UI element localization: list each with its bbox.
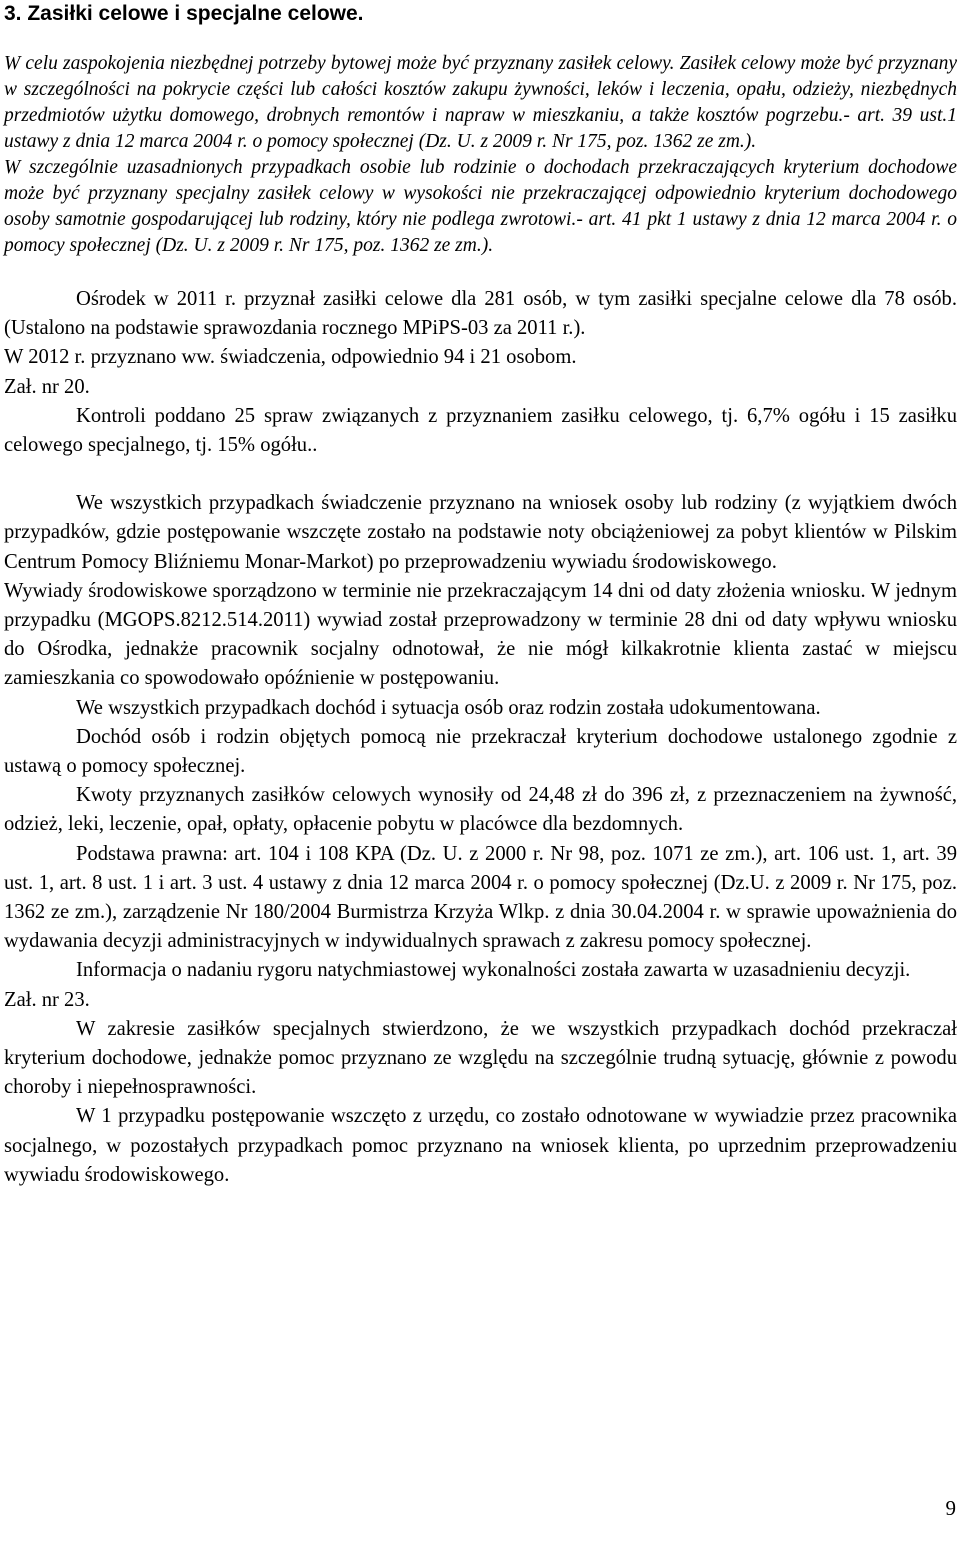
documentation-paragraph: We wszystkich przypadkach dochód i sytuacja osób oraz rodzin została udokumentowana. <box>76 696 821 719</box>
section-title: 3. Zasiłki celowe i specjalne celowe. <box>4 2 364 25</box>
income-criterion-paragraph: Dochód osób i rodzin objętych pomocą nie przekraczał kryterium dochodowe ustalonego zgodnie z ustawą o pomocy społecznej. <box>4 725 957 778</box>
enforceability-paragraph: Informacja o nadaniu rygoru natychmiastowej wykonalności została zawarta w uzasadnieniu decyzji. <box>76 959 911 982</box>
legal-definition-paragraph-2: W szczególnie uzasadnionych przypadkach osobie lub rodzinie o dochodach przekraczających kryterium dochodowe może być przyznany specjalny zasiłek celowy w wysokości nie przekraczającej odpowiednio kryterium dochodowego osoby samotnie gospodarującej lub rodziny, który nie podlega zwrotowi.- art. 41 pkt 1 ustawy z dnia 12 marca 2004 r. o pomocy społecznej (Dz. U. z 2009 r. Nr 175, poz. 1362 ze zm.). <box>4 157 957 256</box>
legal-definition-paragraph-1: W celu zaspokojenia niezbędnej potrzeby bytowej może być przyznany zasiłek celowy. Zasiłek celowy może być przyznany w szczególności na pokrycie części lub całości kosztów zakupu żywności, leków i leczenia, opału, odzieży, niezbędnych przedmiotów użytku domowego, drobnych remontów i napraw w mieszkaniu, a także kosztów pogrzebu.- art. 39 ust.1 ustawy z dnia 12 marca 2004 r. o pomocy społecznej (Dz. U. z 2009 r. Nr 175, poz. 1362 ze zm.). <box>4 53 957 152</box>
document-page <box>4 0 957 1190</box>
attachment-ref-20: Zał. nr 20. <box>4 375 90 398</box>
legal-basis-paragraph: Podstawa prawna: art. 104 i 108 KPA (Dz. U. z 2000 r. Nr 98, poz. 1071 ze zm.), art. 106 ust. 1, art. 39 ust. 1, art. 8 ust. 1 i art. 3 ust. 4 ustawy z dnia 12 marca 2004 r. o pomocy społecznej (Dz.U. z 2009 r. Nr 175, poz. 1362 ze zm.), zarządzenie Nr 180/2004 Burmistrza Krzyża Wlkp. z dnia 30.04.2004 r. w sprawie upoważnienia do wydawania decyzji administracyjnych w indywidualnych sprawach z zakresu pomocy społecznej. <box>4 842 957 953</box>
statistics-2011-paragraph: Ośrodek w 2011 r. przyznał zasiłki celowe dla 281 osób, w tym zasiłki specjalne celowe dla 78 osób. (Ustalono na podstawie sprawozdania rocznego MPiPS-03 za 2011 r.). <box>4 288 957 340</box>
page-number: 9 <box>945 1496 956 1520</box>
attachment-ref-23: Zał. nr 23. <box>4 988 90 1011</box>
special-allowances-paragraph: W zakresie zasiłków specjalnych stwierdzono, że we wszystkich przypadkach dochód przekraczał kryterium dochodowe, jednakże pomoc przyznano ze względu na szczególnie trudną sytuację, głównie z powodu choroby i niepełnosprawności. <box>4 1017 957 1099</box>
interviews-paragraph: Wywiady środowiskowe sporządzono w terminie nie przekraczającym 14 dni od daty złożenia wniosku. W jednym przypadku (MGOPS.8212.514.2011) wywiad został przeprowadzony w terminie 28 dni od daty wpływu wniosku do Ośrodka, jednakże pracownik socjalny odnotował, że nie mógł kilkakrotnie klienta zastać w miejscu zamieszkania co spowodowało opóźnienie w postępowaniu. <box>4 579 957 690</box>
inspection-scope-paragraph: Kontroli poddano 25 spraw związanych z przyznaniem zasiłku celowego, tj. 6,7% ogółu i 15 zasiłku celowego specjalnego, tj. 15% ogółu.. <box>4 404 957 457</box>
application-basis-paragraph: We wszystkich przypadkach świadczenie przyznano na wniosek osoby lub rodziny (z wyjątkiem dwóch przypadków, gdzie postępowanie wszczęte zostało na podstawie noty obciążeniowej za pobyt klientów w Pilskim Centrum Pomocy Bliźniemu Monar-Markot) po przeprowadzeniu wywiadu środowiskowego. <box>4 492 957 573</box>
amounts-paragraph: Kwoty przyznanych zasiłków celowych wynosiły od 24,48 zł do 396 zł, z przeznaczeniem na żywność, odzież, leki, leczenie, opał, opłaty, opłacenie pobytu w placówce dla bezdomnych. <box>4 784 957 836</box>
ex-officio-paragraph: W 1 przypadku postępowanie wszczęto z urzędu, co zostało odnotowane w wywiadzie przez pracownika socjalnego, w pozostałych przypadkach pomoc przyznano na wniosek klienta, po uprzednim przeprowadzeniu wywiadu środowiskowego. <box>4 1105 957 1186</box>
statistics-2012-paragraph: W 2012 r. przyznano ww. świadczenia, odpowiednio 94 i 21 osobom. <box>4 346 577 369</box>
